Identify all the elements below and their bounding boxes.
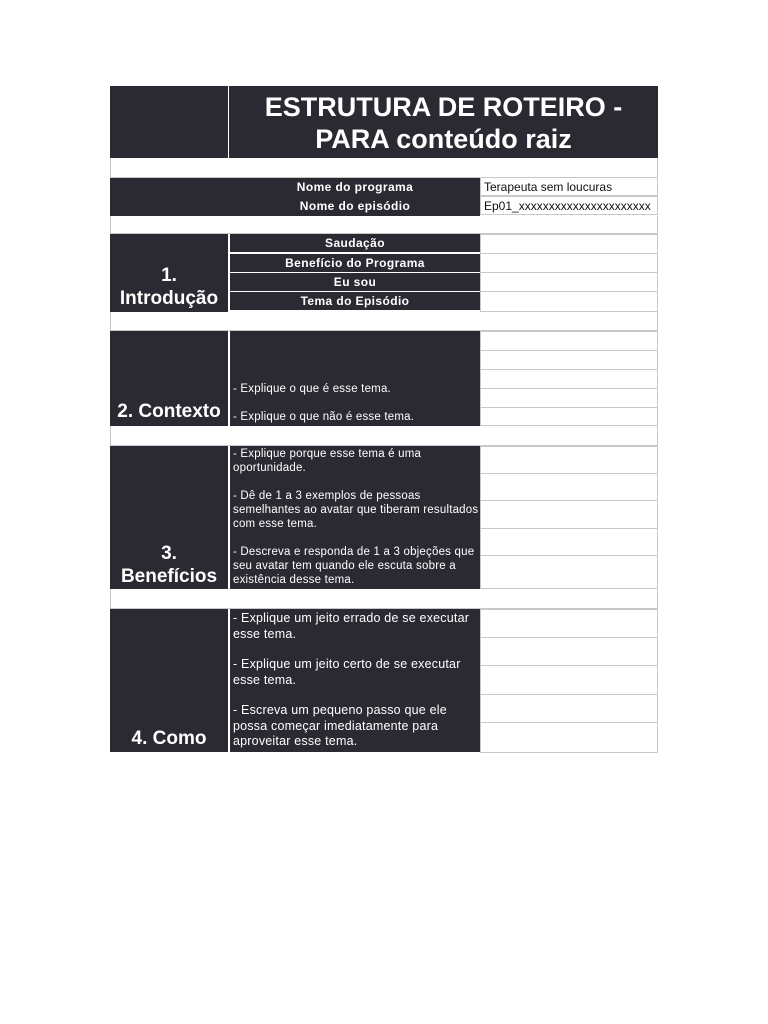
- intro-item-saudacao: Saudação: [230, 234, 480, 252]
- como-paragraph-1: - Explique um jeito errado de se executar esse tema.: [233, 611, 470, 641]
- intro-input-cell[interactable]: [480, 272, 658, 292]
- contexto-input-cell[interactable]: [480, 407, 658, 426]
- como-input-cell[interactable]: [480, 722, 658, 753]
- contexto-input-cell[interactable]: [480, 331, 658, 351]
- section-intro-heading-num: 1.: [161, 265, 177, 286]
- sheet-title: [228, 86, 658, 158]
- contexto-line-2: - Explique o que não é esse tema.: [233, 411, 415, 423]
- como-paragraph-3: - Escreva um pequeno passo que ele possa começar imediatamente para aproveitar esse tema.: [233, 703, 447, 748]
- como-paragraph-2: - Explique um jeito certo de se executar esse tema.: [233, 657, 461, 687]
- beneficios-paragraph-3: - Descreva e responda de 1 a 3 objeções que seu avatar tem quando ele escuta sobre a existência desse tema.: [233, 546, 475, 586]
- contexto-input-cell[interactable]: [480, 350, 658, 370]
- beneficios-input-cell[interactable]: [480, 473, 658, 501]
- contexto-input-cell[interactable]: [480, 388, 658, 408]
- title-left-cell: [110, 86, 228, 158]
- spacer-row: [110, 589, 658, 609]
- episode-name-value[interactable]: Ep01_xxxxxxxxxxxxxxxxxxxxxx: [480, 196, 658, 215]
- spacer-row: [110, 216, 658, 234]
- como-input-cell[interactable]: [480, 694, 658, 723]
- contexto-input-cell[interactable]: [480, 369, 658, 389]
- intro-item-eu-sou: Eu sou: [230, 273, 480, 291]
- program-name-label: Nome do programa: [110, 178, 480, 197]
- section-beneficios-heading-num: 3.: [161, 543, 177, 564]
- spacer-row: [110, 312, 658, 331]
- program-name-value[interactable]: Terapeuta sem loucuras: [480, 177, 658, 196]
- beneficios-input-cell[interactable]: [480, 446, 658, 474]
- sheet-title-line-2: PARA conteúdo raiz: [315, 124, 572, 154]
- section-contexto-heading: 2. Contexto: [117, 401, 221, 422]
- como-input-cell[interactable]: [480, 609, 658, 638]
- beneficios-input-cell[interactable]: [480, 555, 658, 589]
- episode-name-label: Nome do episódio: [110, 197, 480, 216]
- beneficios-input-cell[interactable]: [480, 500, 658, 529]
- intro-input-cell[interactable]: [480, 291, 658, 312]
- section-intro-heading: [110, 234, 228, 312]
- contexto-line-1: - Explique o que é esse tema.: [233, 383, 391, 395]
- como-text: [230, 611, 480, 750]
- section-beneficios-heading: [110, 542, 228, 588]
- beneficios-paragraph-2: - Dê de 1 a 3 exemplos de pessoas semelhantes ao avatar que tiberam resultados com esse tema.: [233, 490, 479, 530]
- intro-item-beneficio: Benefício do Programa: [230, 254, 480, 272]
- section-como-heading: 4. Como: [131, 728, 207, 749]
- spacer-row: [110, 426, 658, 446]
- intro-input-cell[interactable]: [480, 234, 658, 254]
- section-beneficios-heading-text: Benefícios: [120, 566, 218, 587]
- beneficios-paragraph-1: - Explique porque esse tema é uma oportunidade.: [233, 448, 422, 474]
- section-intro-heading-text: Introdução: [119, 288, 219, 309]
- intro-item-tema: Tema do Episódio: [230, 292, 480, 310]
- spacer-row: [110, 158, 658, 178]
- beneficios-text: [230, 447, 480, 587]
- intro-input-cell[interactable]: [480, 253, 658, 273]
- beneficios-input-cell[interactable]: [480, 528, 658, 556]
- como-input-cell[interactable]: [480, 637, 658, 666]
- sheet-title-line-1: ESTRUTURA DE ROTEIRO -: [264, 92, 623, 122]
- como-input-cell[interactable]: [480, 665, 658, 695]
